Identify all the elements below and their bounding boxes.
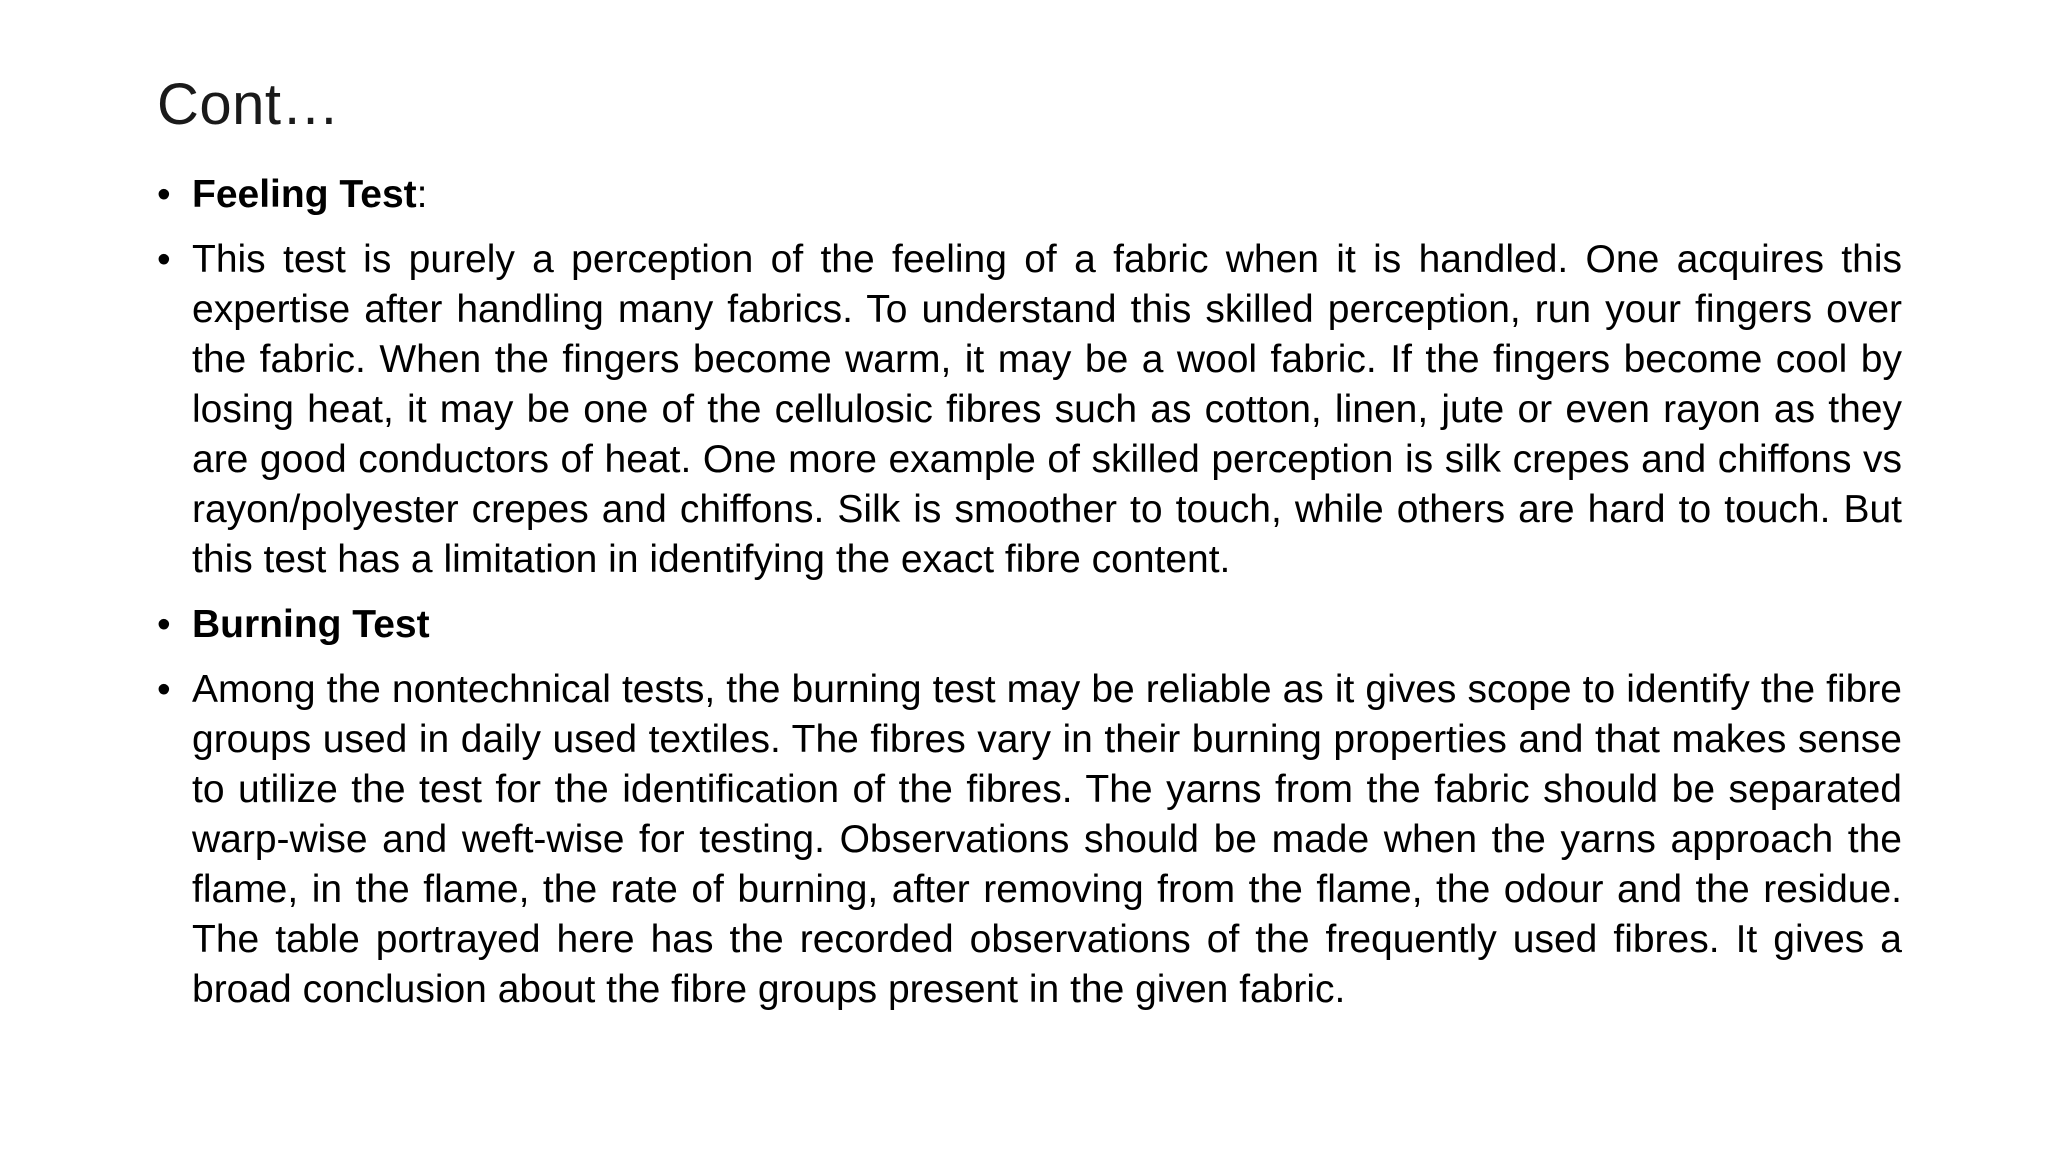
list-item: [157, 600, 1902, 650]
paragraph-burning-test: Among the nontechnical tests, the burning test may be reliable as it gives scope to identify the fibre groups used in daily used textiles. The fibres vary in their burning properties and that makes sense to utilize the test for the identification of the fibres. The yarns from the fabric should be separated warp-wise and weft-wise for testing. Observations should be made when the yarns approach the flame, in the flame, the rate of burning, after removing from the flame, the odour and the residue. The table portrayed here has the recorded observations of the frequently used fibres. It gives a broad conclusion about the fibre groups present in the given fabric.: [192, 668, 1902, 1011]
bullet-icon: •: [157, 603, 171, 646]
bullet-icon: •: [157, 668, 171, 711]
slide-title: Cont…: [157, 72, 341, 137]
list-item: [157, 170, 1902, 220]
paragraph-feeling-test: This test is purely a perception of the feeling of a fabric when it is handled. One acquires this expertise after handling many fabrics. To understand this skilled perception, run your fingers over the fabric. When the fingers become warm, it may be a wool fabric. If the fingers become cool by losing heat, it may be one of the cellulosic fibres such as cotton, linen, jute or even rayon as they are good conductors of heat. One more example of skilled perception is silk crepes and chiffons vs rayon/polyester crepes and chiffons. Silk is smoother to touch, while others are hard to touch. But this test has a limitation in identifying the exact fibre content.: [192, 238, 1902, 581]
list-item: [157, 665, 1902, 1015]
bullet-icon: •: [157, 173, 171, 216]
list-item: [157, 235, 1902, 585]
section-heading-burning-test: Burning Test: [192, 603, 430, 646]
bullet-list: [157, 170, 1902, 1030]
heading-suffix: :: [416, 173, 428, 216]
section-heading-feeling-test: Feeling Test: [192, 173, 417, 216]
bullet-icon: •: [157, 238, 171, 281]
